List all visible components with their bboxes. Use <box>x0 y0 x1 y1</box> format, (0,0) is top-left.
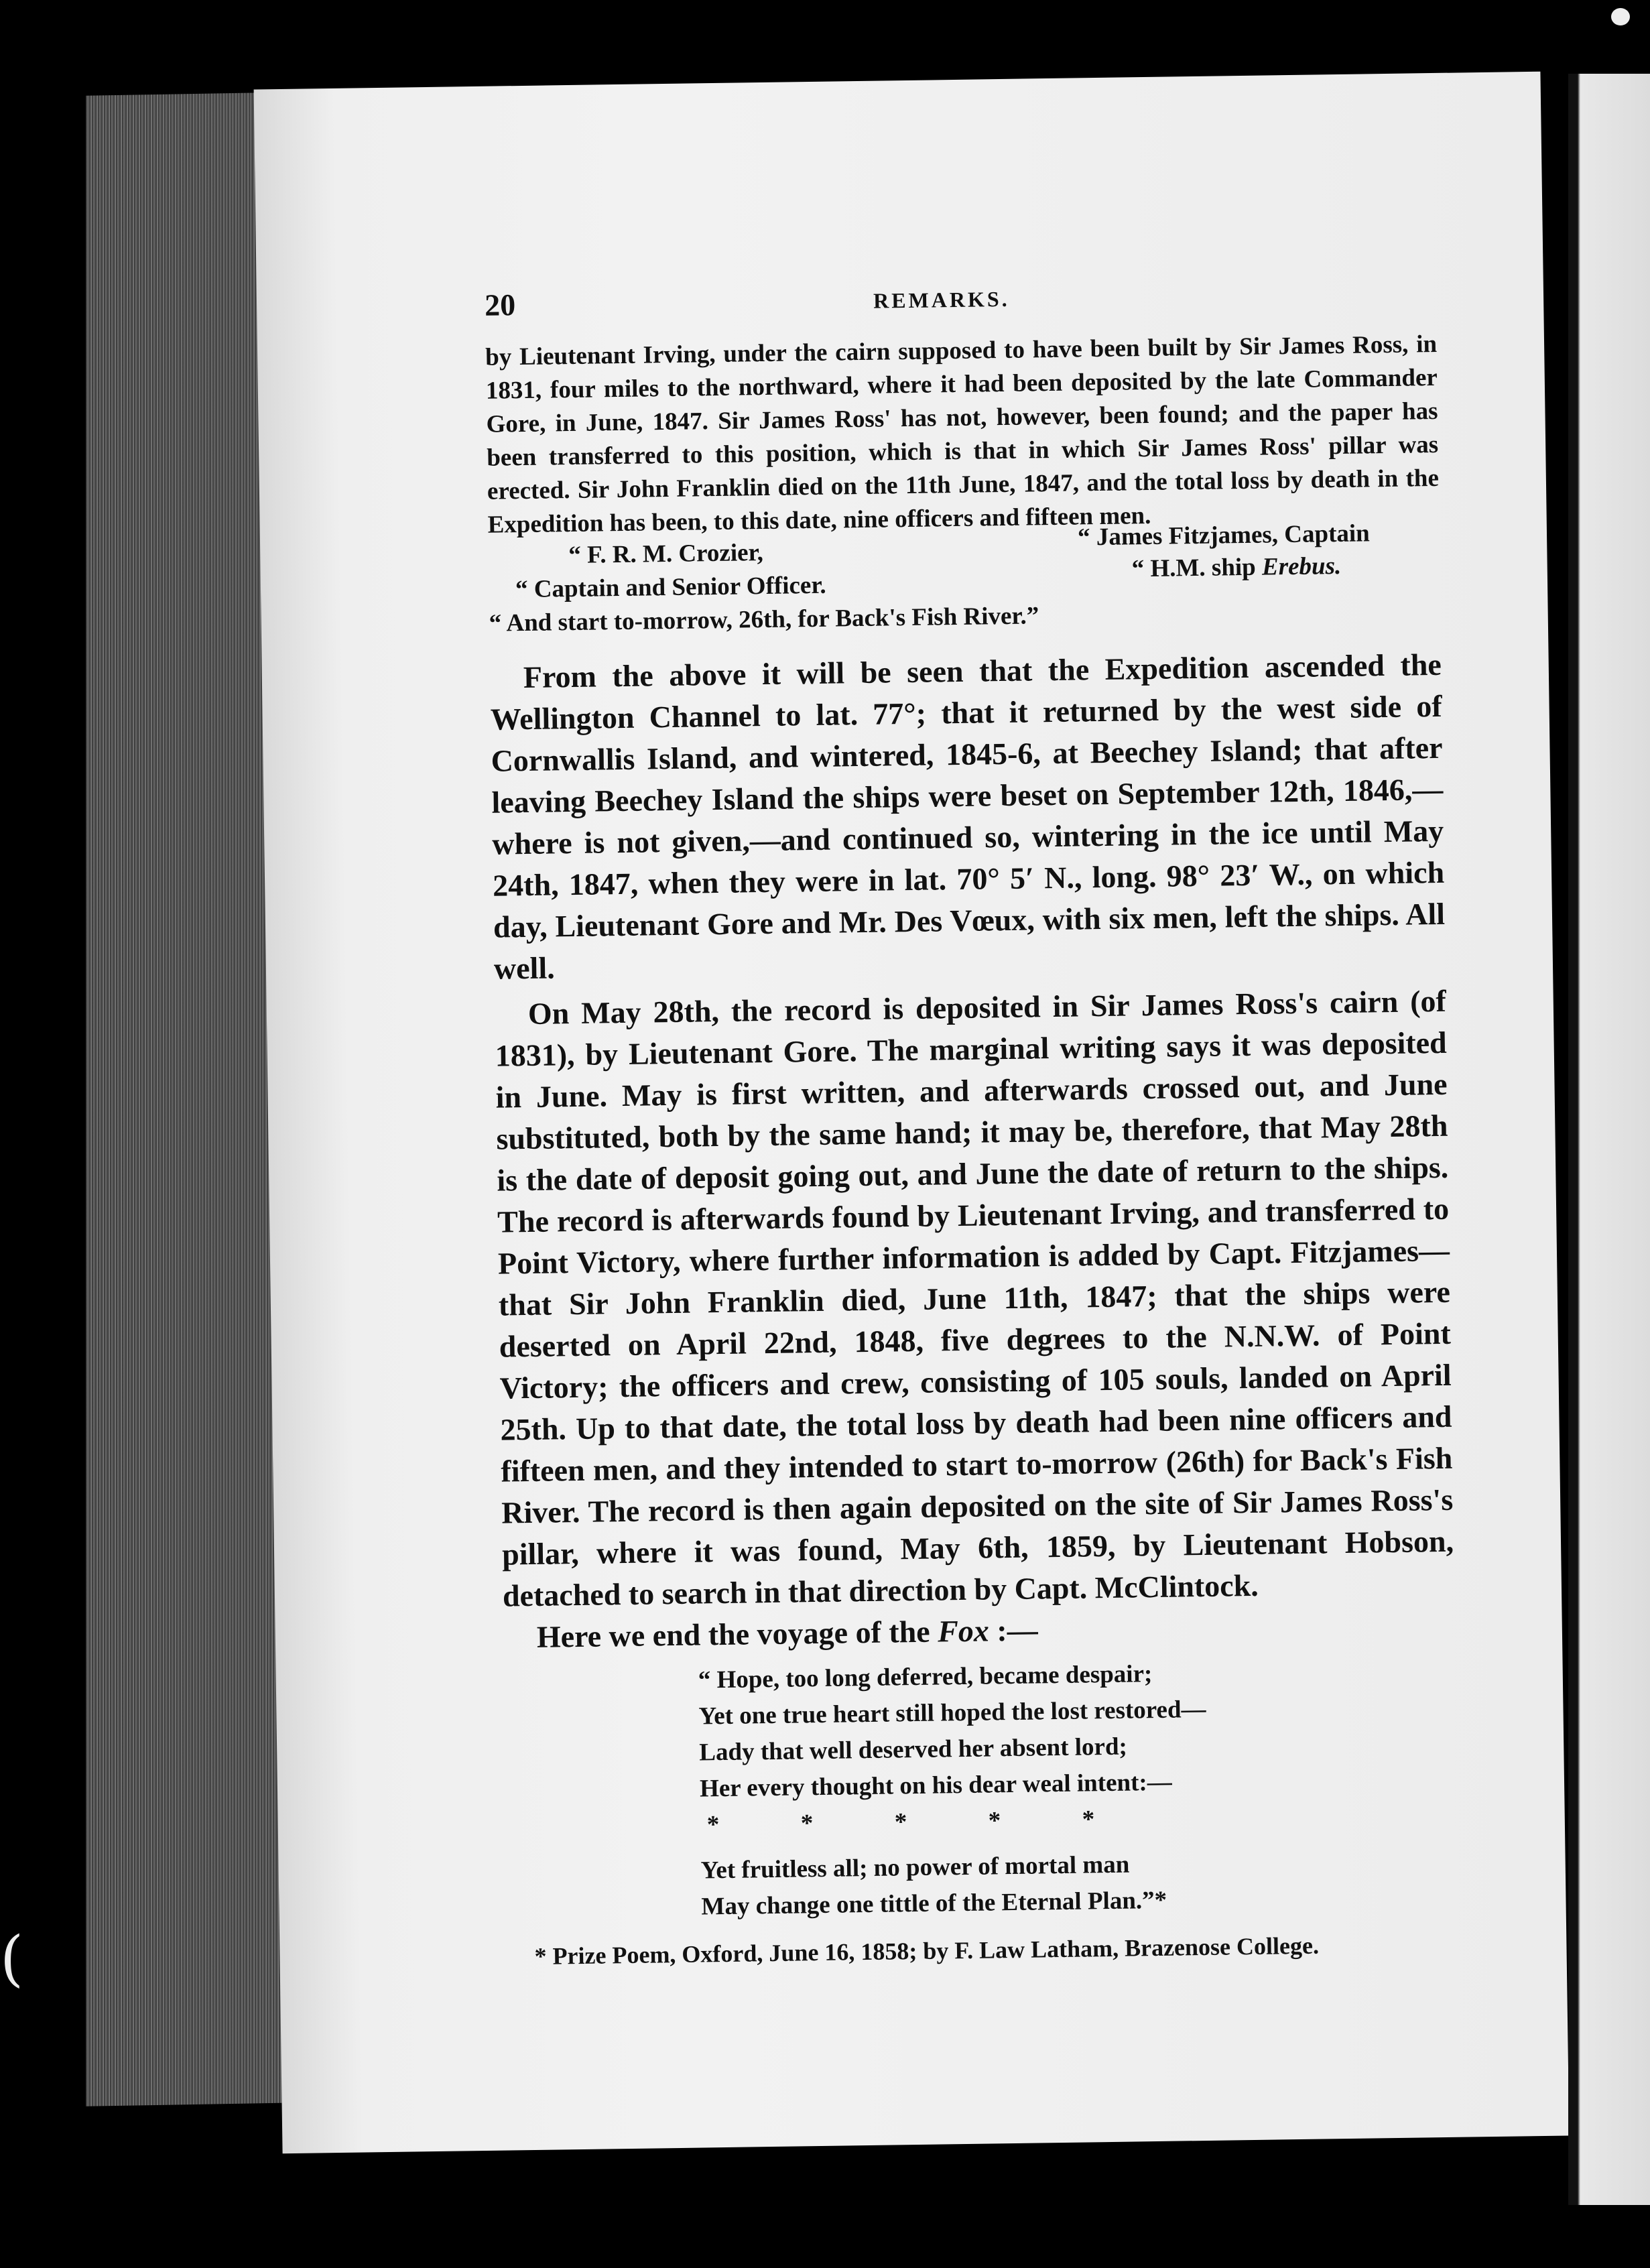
record-signatures <box>488 519 1441 649</box>
poem-line: Her every thought on his dear weal intent:— <box>699 1768 1172 1803</box>
star: * <box>988 1807 1001 1835</box>
signature-crozier-title: “ Captain and Senior Officer. <box>515 571 826 604</box>
record-text: by Lieutenant Irving, under the cairn supposed to have been built by Sir James Ross, in 1831, four miles to the northward, where it had been deposited by the late Commander Gore, in June, 1847. Sir James Ross' has not, however, been found; and the paper has been transferred to this position, which is that in which Sir James Ross' pillar was erected. Sir John Franklin died on the 11th June, 1847, and the total loss by death in the Expedition has been, to this date, nine officers and fifteen men. <box>485 330 1440 539</box>
signature-fitzjames: “ James Fitzjames, Captain <box>1077 519 1371 552</box>
poem-line: “ Hope, too long deferred, became despair; <box>698 1660 1153 1694</box>
next-page-edge <box>1568 74 1650 2205</box>
signature-fitzjames-ship <box>1131 552 1341 583</box>
fox-suffix: :— <box>989 1613 1038 1648</box>
star: * <box>706 1811 720 1839</box>
footnote: * Prize Poem, Oxford, June 16, 1858; by F. Law Latham, Brazenose College. <box>534 1932 1320 1970</box>
page-content <box>485 274 1460 1975</box>
paragraph-2: On May 28th, the record is deposited in Sir James Ross's cairn (of 1831), by Lieutenant Gore. The marginal writing says it was deposited in June. May is first written, and afterwards crossed out, and June substituted, both by the same hand; it may be, therefore, that May 28th is the date of deposit going out, and June the date of return to the ships. The record is afterwards found by Lieutenant Irving, and transferred to Point Victory, where further information is added by Capt. Fitzjames—that Sir John Franklin died, June 11th, 1847; that the ships were deserted on April 22nd, 1848, five degrees to the N.N.W. of Point Victory; the officers and crew, consisting of 105 souls, landed on April 25th. Up to that date, the total loss by death had been nine officers and fifteen men, and they intended to start to-morrow (26th) for Back's Fish River. The record is then again deposited on the site of Sir James Ross's pillar, where it was found, May 6th, 1859, by Lieutenant Hobson, detached to search in that direction by Capt. McClintock. <box>495 983 1454 1613</box>
poem <box>698 1652 1458 1926</box>
ship-name-fox: Fox <box>937 1613 990 1649</box>
star: * <box>894 1808 907 1836</box>
paragraph-1: From the above it will be seen that the Expedition ascended the Wellington Channel to lat. 77°; that it returned by the west side of Cornwallis Island, and wintered, 1845-6, at Beechey Island; that after leaving Beechey Island the ships were beset on September 12th, 1846,—where is not given,—and continued so, wintering in the ice until May 24th, 1847, when they were in lat. 70° 5′ N., long. 98° 23′ W., on which day, Lieutenant Gore and Mr. Des Vœux, with six men, left the ships. All well. <box>490 647 1446 986</box>
fox-prefix: Here we end the voyage of the <box>536 1614 938 1654</box>
poem-line: May change one tittle of the Eternal Plan.”* <box>701 1886 1167 1921</box>
page-number: 20 <box>484 288 516 322</box>
scan-artifact: ( <box>0 1924 24 1994</box>
ship-prefix: “ H.M. ship <box>1131 553 1263 583</box>
signature-crozier: “ F. R. M. Crozier, <box>568 539 764 570</box>
ship-name-erebus: Erebus. <box>1261 552 1342 581</box>
poem-line: Yet fruitless all; no power of mortal man <box>700 1850 1130 1885</box>
poem-line: Lady that well deserved her absent lord; <box>699 1732 1128 1767</box>
scan-speck <box>1611 8 1630 25</box>
record-closing: “ And start to-morrow, 26th, for Back's Fish River.” <box>489 602 1039 637</box>
star: * <box>800 1810 814 1838</box>
book-page <box>254 72 1570 2154</box>
running-head: REMARKS. <box>873 286 1010 313</box>
poem-line: Yet one true heart still hoped the lost restored— <box>698 1695 1206 1730</box>
star: * <box>1082 1806 1095 1834</box>
